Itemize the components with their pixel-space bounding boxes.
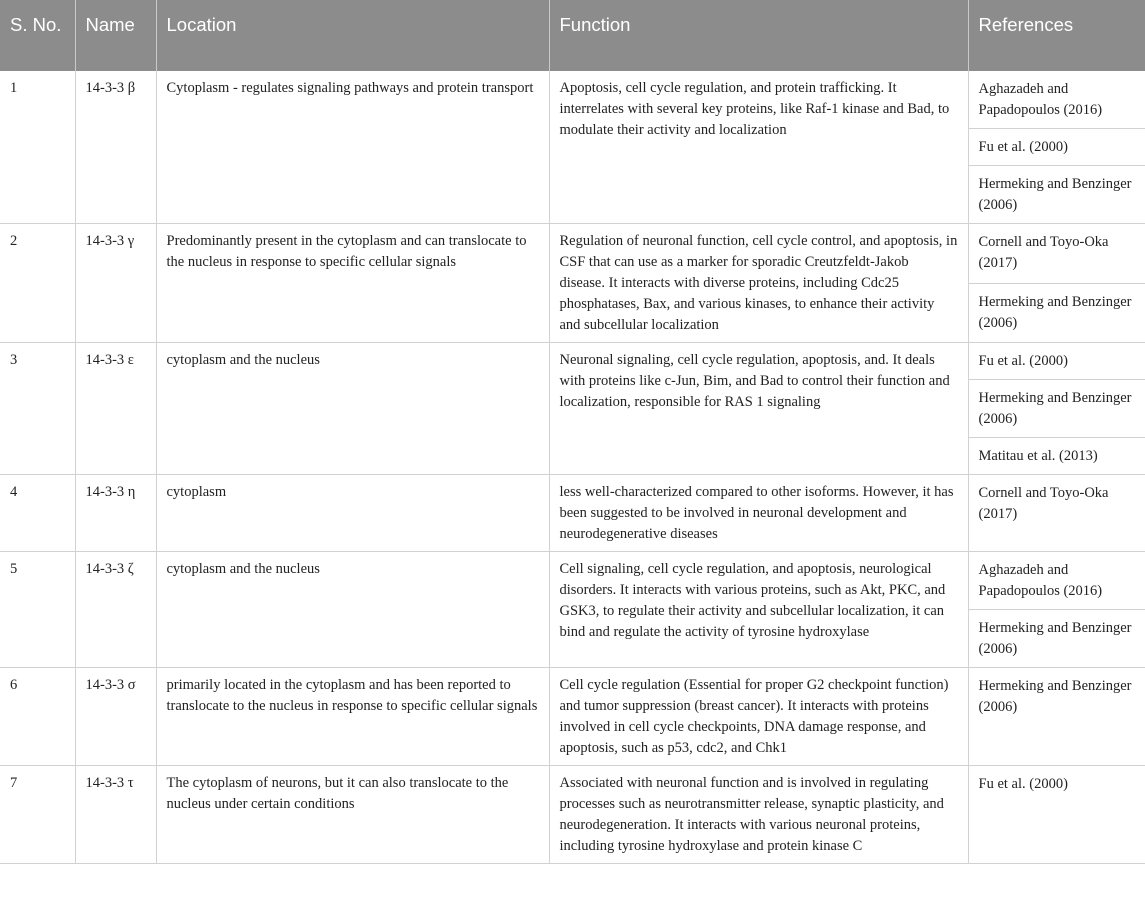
header-row — [0, 0, 1145, 71]
cell-reference: Cornell and Toyo-Oka (2017) — [968, 475, 1145, 552]
cell-reference: Hermeking and Benzinger (2006) — [968, 166, 1145, 224]
cell-sno: 5 — [0, 552, 75, 668]
table-row — [0, 552, 1145, 610]
cell-sno: 1 — [0, 71, 75, 224]
header-name: Name — [75, 0, 156, 71]
header-sno: S. No. — [0, 0, 75, 71]
cell-location: cytoplasm — [156, 475, 549, 552]
table-row — [0, 475, 1145, 552]
cell-reference: Cornell and Toyo-Oka (2017) — [968, 224, 1145, 284]
cell-name: 14-3-3 β — [75, 71, 156, 224]
table-row — [0, 71, 1145, 129]
cell-reference: Fu et al. (2000) — [968, 766, 1145, 864]
cell-reference: Fu et al. (2000) — [968, 129, 1145, 166]
cell-name: 14-3-3 ζ — [75, 552, 156, 668]
cell-function: Apoptosis, cell cycle regulation, and protein trafficking. It interrelates with several key proteins, like Raf-1 kinase and Bad, to modulate their activity and localization — [549, 71, 968, 224]
header-location: Location — [156, 0, 549, 71]
cell-function: Neuronal signaling, cell cycle regulation, apoptosis, and. It deals with proteins like c-Jun, Bim, and Bad to control their function and localization, responsible for RAS 1 signaling — [549, 343, 968, 475]
cell-name: 14-3-3 η — [75, 475, 156, 552]
cell-reference: Fu et al. (2000) — [968, 343, 1145, 380]
cell-function: Regulation of neuronal function, cell cycle control, and apoptosis, in CSF that can use as a marker for sporadic Creutzfeldt-Jakob disease. It interacts with diverse proteins, including Cdc25 phosphatases, Bax, and various kinases, to enhance their activity and subcellular localization — [549, 224, 968, 343]
cell-name: 14-3-3 ε — [75, 343, 156, 475]
cell-name: 14-3-3 γ — [75, 224, 156, 343]
cell-reference: Aghazadeh and Papadopoulos (2016) — [968, 71, 1145, 129]
cell-function: Associated with neuronal function and is involved in regulating processes such as neurotransmitter release, synaptic plasticity, and neurodegeneration. It interacts with various neuronal proteins, including tyrosine hydroxylase and protein kinase C — [549, 766, 968, 864]
table-row — [0, 766, 1145, 864]
table-row — [0, 224, 1145, 284]
cell-function: less well-characterized compared to other isoforms. However, it has been suggested to be involved in neuronal development and neurodegenerative diseases — [549, 475, 968, 552]
cell-sno: 2 — [0, 224, 75, 343]
cell-sno: 7 — [0, 766, 75, 864]
cell-reference: Hermeking and Benzinger (2006) — [968, 283, 1145, 343]
table-row — [0, 668, 1145, 766]
table-row — [0, 343, 1145, 380]
cell-function: Cell cycle regulation (Essential for proper G2 checkpoint function) and tumor suppression (breast cancer). It interacts with proteins involved in cell cycle checkpoints, DNA damage response, and apoptosis, such as p53, cdc2, and Chk1 — [549, 668, 968, 766]
cell-name: 14-3-3 σ — [75, 668, 156, 766]
cell-location: Predominantly present in the cytoplasm and can translocate to the nucleus in response to specific cellular signals — [156, 224, 549, 343]
cell-reference: Hermeking and Benzinger (2006) — [968, 610, 1145, 668]
cell-name: 14-3-3 τ — [75, 766, 156, 864]
cell-location: primarily located in the cytoplasm and has been reported to translocate to the nucleus in response to specific cellular signals — [156, 668, 549, 766]
header-references: References — [968, 0, 1145, 71]
header-function: Function — [549, 0, 968, 71]
cell-reference: Hermeking and Benzinger (2006) — [968, 380, 1145, 438]
cell-sno: 4 — [0, 475, 75, 552]
cell-function: Cell signaling, cell cycle regulation, and apoptosis, neurological disorders. It interacts with various proteins, such as Akt, PKC, and GSK3, to regulate their activity and subcellular localization, it can bind and regulate the activity of tyrosine hydroxylase — [549, 552, 968, 668]
cell-location: The cytoplasm of neurons, but it can also translocate to the nucleus under certain conditions — [156, 766, 549, 864]
cell-location: Cytoplasm - regulates signaling pathways and protein transport — [156, 71, 549, 224]
cell-reference: Matitau et al. (2013) — [968, 438, 1145, 475]
cell-reference: Hermeking and Benzinger (2006) — [968, 668, 1145, 766]
cell-sno: 6 — [0, 668, 75, 766]
cell-location: cytoplasm and the nucleus — [156, 552, 549, 668]
cell-location: cytoplasm and the nucleus — [156, 343, 549, 475]
cell-reference: Aghazadeh and Papadopoulos (2016) — [968, 552, 1145, 610]
cell-sno: 3 — [0, 343, 75, 475]
